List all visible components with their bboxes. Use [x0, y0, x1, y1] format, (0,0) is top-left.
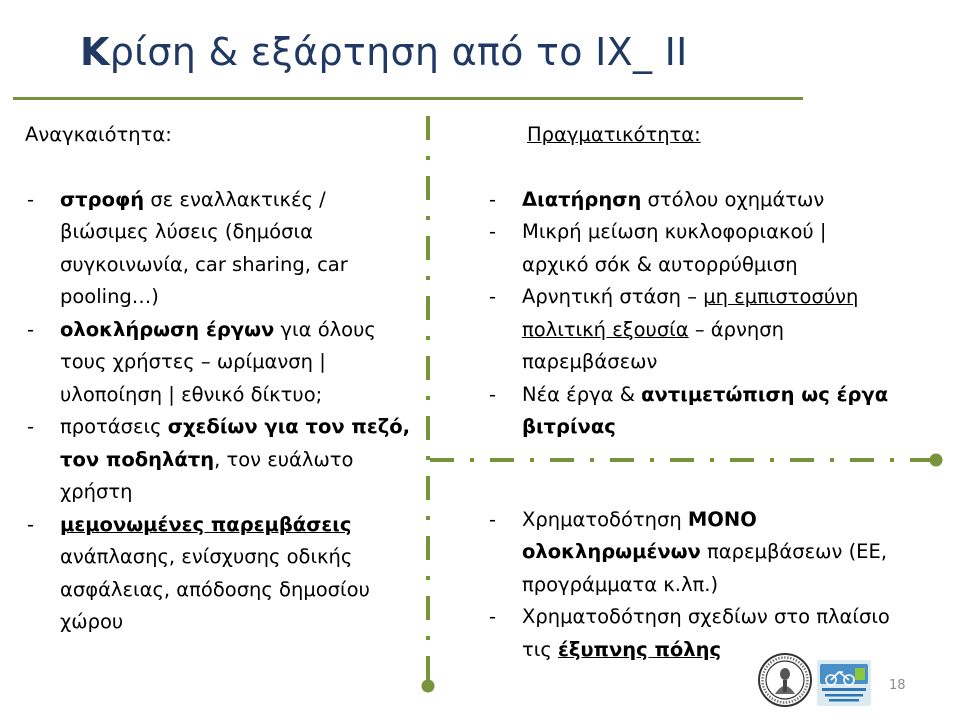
- item-text: για όλους τους χρήστες – ωρίμανση | υλοποίηση | εθνικό δίκτυο;: [60, 317, 376, 406]
- list-item: - Μικρή μείωση κυκλοφοριακού | αρχικό σόκ & αυτορρύθμιση: [489, 220, 827, 276]
- slide-title-initial: Κ: [80, 30, 110, 74]
- list-item: - Αρνητική στάση – μη εμπιστοσύνη πολιτική εξουσία – άρνηση παρεμβάσεων: [489, 285, 859, 373]
- item-emphasis: ολοκλήρωση έργων: [60, 317, 275, 341]
- list-item: - μεμονωμένες παρεμβάσεις ανάπλασης, ενίσχυσης οδικής ασφάλειας, απόδοσης δημοσίου χώρου: [27, 512, 370, 633]
- list-item: - Χρηματοδότηση ΜΟΝΟ ολοκληρωμένων παρεμβάσεων (ΕΕ, προγράμματα κ.λπ.): [489, 507, 888, 596]
- university-seal-icon: [757, 652, 813, 708]
- item-text: Αρνητική στάση –: [522, 285, 704, 308]
- list-item: - Διατήρηση στόλου οχημάτων: [489, 187, 825, 211]
- reality-column: [487, 119, 897, 666]
- item-text: , τον ευάλωτο χρήστη: [60, 447, 354, 503]
- slide-title-text: ρίση & εξάρτηση από το ΙΧ_ ΙΙ: [109, 30, 688, 74]
- item-emphasis: Διατήρηση: [522, 187, 642, 211]
- necessity-list: [25, 184, 410, 639]
- item-emphasis: στροφή: [60, 187, 145, 211]
- reality-list-bottom: [487, 504, 897, 667]
- page-number: 18: [889, 678, 906, 693]
- item-underlined: μη εμπιστοσύνη πολιτική εξουσία: [522, 285, 859, 341]
- item-text: – άρνηση παρεμβάσεων: [522, 317, 784, 373]
- item-text: ανάπλασης, ενίσχυσης οδικής ασφάλειας, απόδοσης δημοσίου χώρου: [60, 545, 370, 633]
- item-emphasis: ΜΟΝΟ ολοκληρωμένων: [522, 507, 757, 563]
- reality-heading: Πραγματικότητα:: [527, 123, 701, 146]
- item-text: Μικρή μείωση κυκλοφοριακού | αρχικό σόκ & αυτορρύθμιση: [522, 220, 827, 276]
- item-text: Χρηματοδότηση: [522, 507, 688, 531]
- mobility-unit-logo-icon: [817, 660, 871, 706]
- horizontal-divider-end-dot: [930, 454, 943, 467]
- list-item: - στροφή σε εναλλακτικές / βιώσιμες λύσεις (δημόσια συγκοινωνία, car sharing, car pooling…): [27, 187, 348, 308]
- item-emphasis: έξυπνης πόλης: [557, 637, 722, 661]
- item-emphasis: σχεδίων για τον πεζό, τον ποδηλάτη: [60, 415, 411, 471]
- item-text: σε εναλλακτικές / βιώσιμες λύσεις (δημόσια συγκοινωνία, car sharing, car pooling…): [60, 187, 348, 308]
- item-emphasis: μεμονωμένες παρεμβάσεις: [60, 512, 352, 536]
- item-text: στόλου οχημάτων: [641, 187, 825, 211]
- item-text: προτάσεις: [60, 415, 168, 438]
- item-text: Νέα έργα &: [522, 382, 642, 406]
- list-item: - ολοκλήρωση έργων για όλους τους χρήστες – ωρίμανση | υλοποίηση | εθνικό δίκτυο;: [27, 317, 376, 406]
- list-item: - προτάσεις σχεδίων για τον πεζό, τον ποδηλάτη, τον ευάλωτο χρήστη: [27, 415, 411, 503]
- vertical-divider-end-dot: [422, 680, 435, 693]
- reality-list-top: [487, 184, 897, 444]
- list-item: - Χρηματοδότηση σχεδίων στο πλαίσιο τις έξυπνης πόλης: [489, 605, 890, 661]
- necessity-column: [25, 119, 410, 639]
- item-text: Χρηματοδότηση σχεδίων στο πλαίσιο τις: [522, 605, 890, 661]
- necessity-heading: Αναγκαιότητα:: [25, 123, 172, 146]
- list-item: - Νέα έργα & αντιμετώπιση ως έργα βιτρίνας: [489, 382, 889, 438]
- item-emphasis: αντιμετώπιση ως έργα βιτρίνας: [522, 382, 889, 438]
- item-text: παρεμβάσεων (ΕΕ, προγράμματα κ.λπ.): [522, 540, 888, 596]
